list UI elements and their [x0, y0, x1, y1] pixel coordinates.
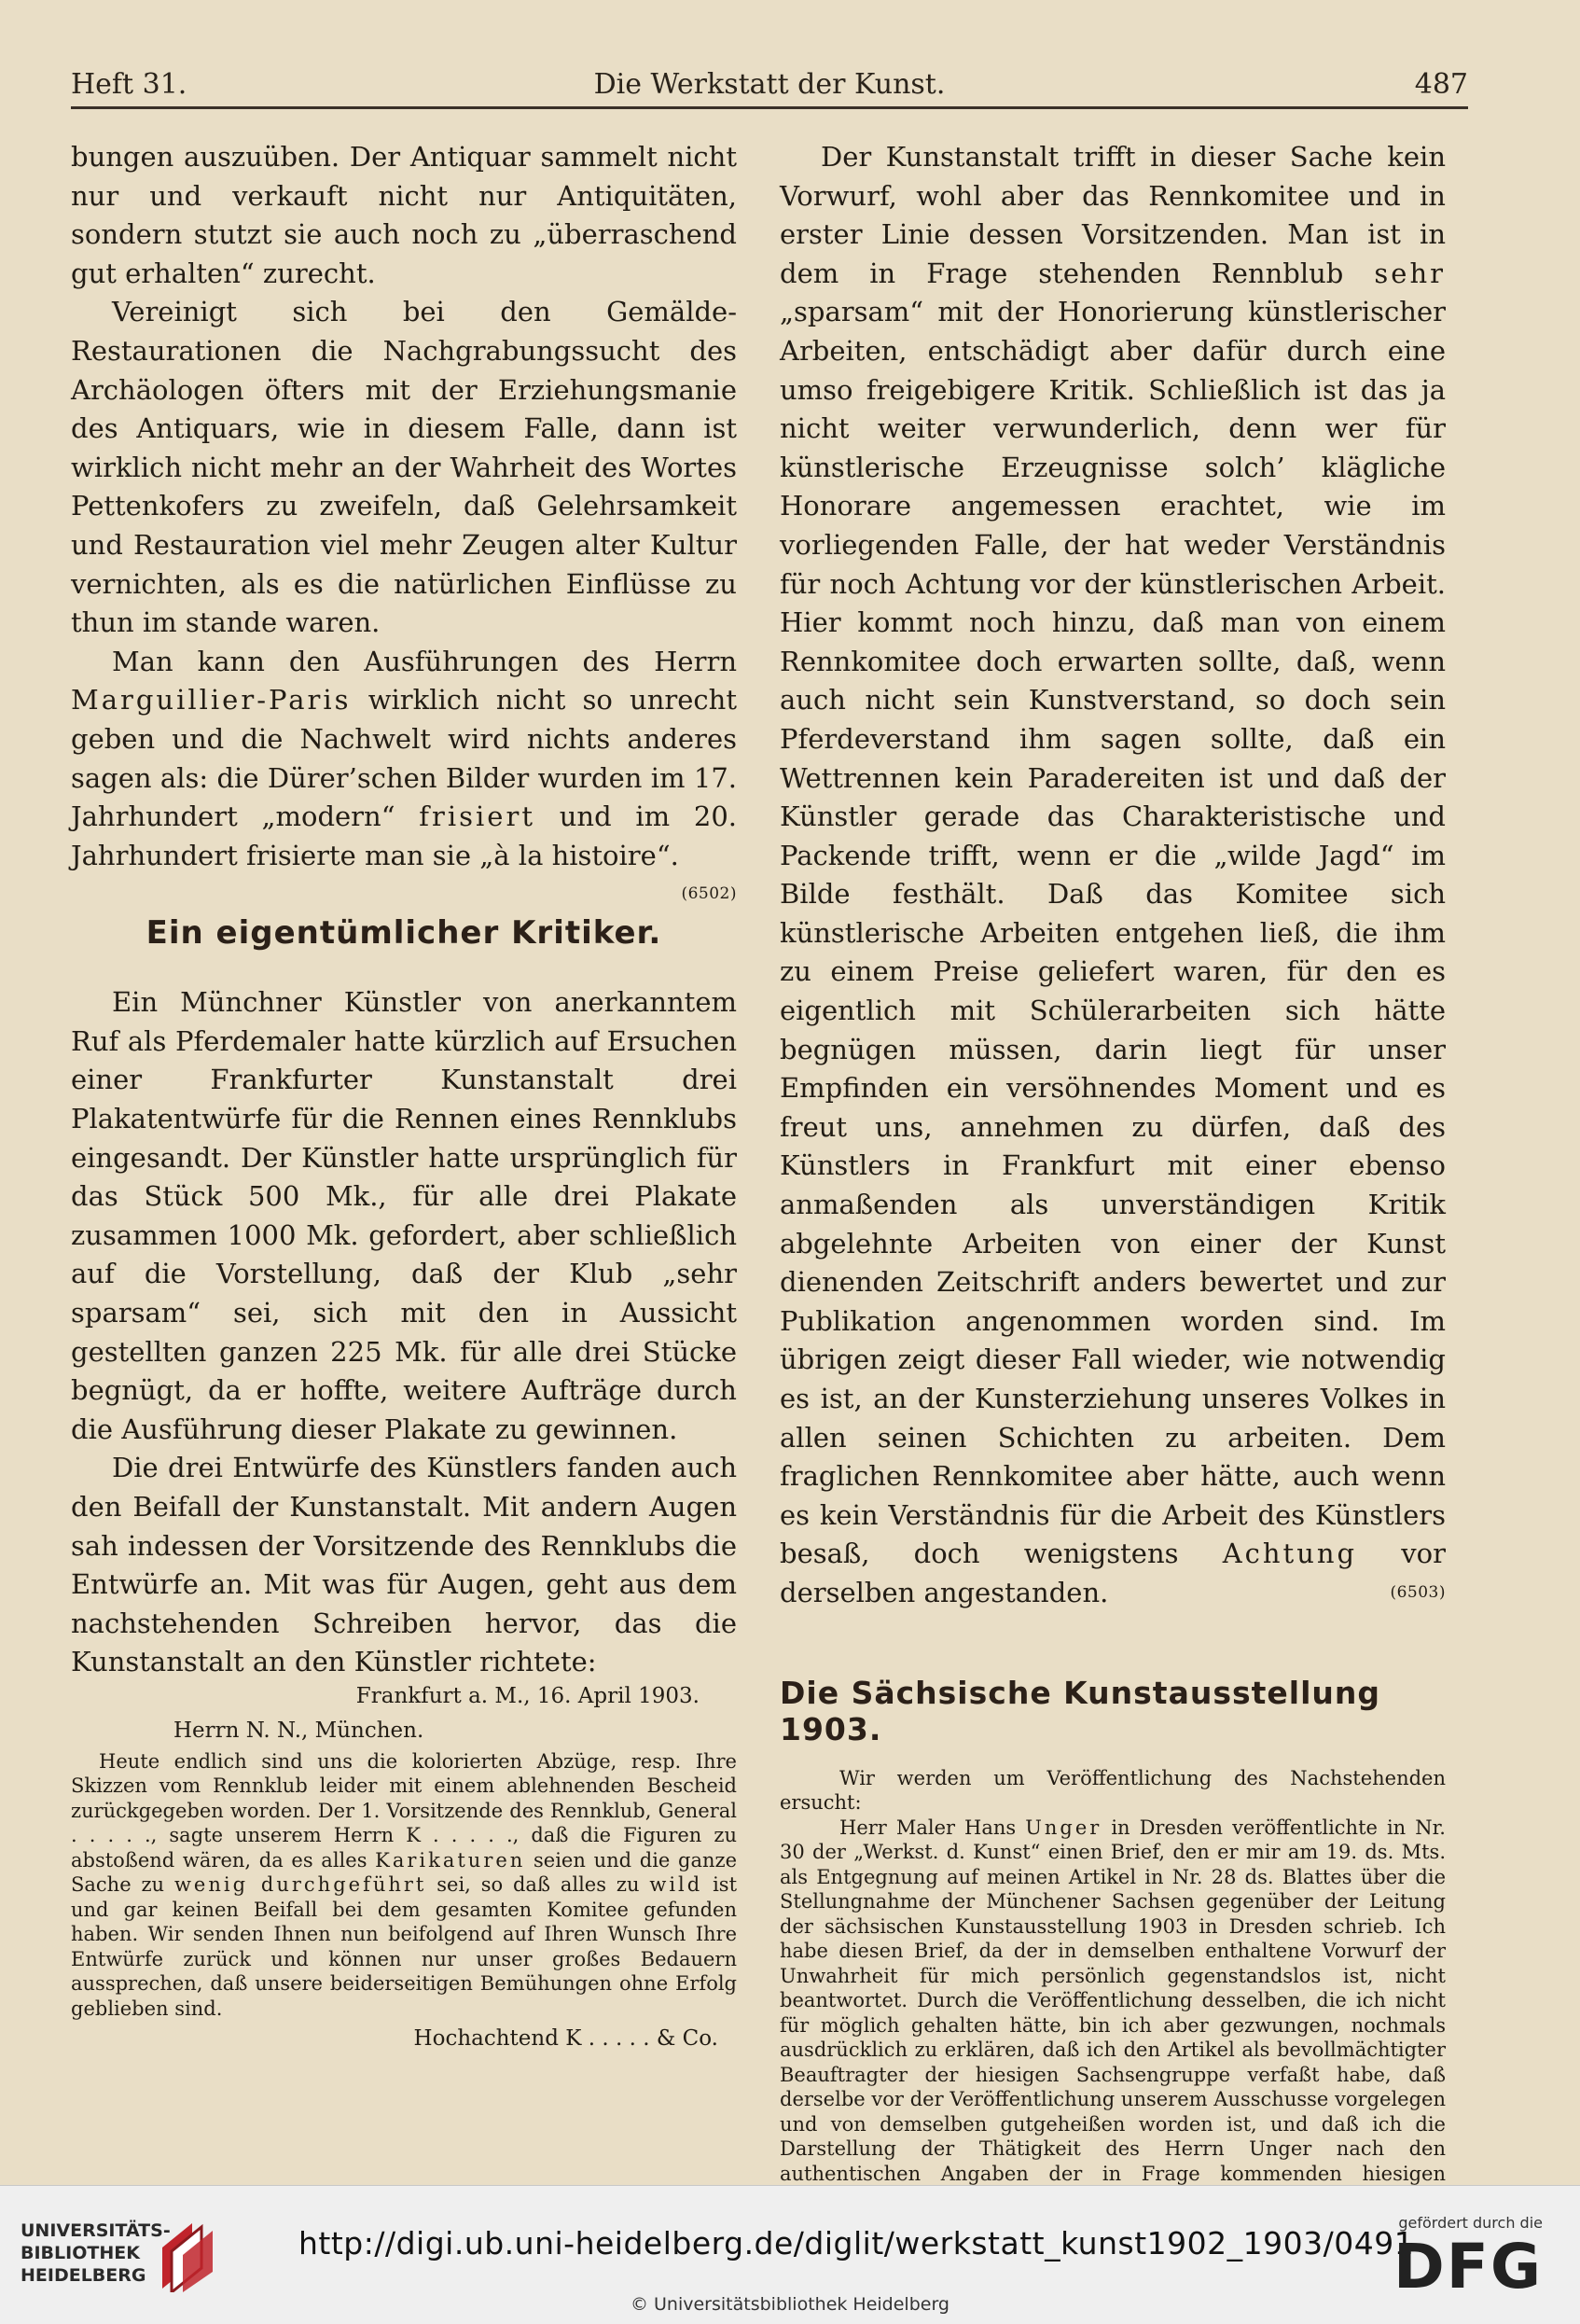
paragraph: Vereinigt sich bei den Gemälde-Restaurationen die Nachgrabungssucht des Archäologen öfters mit der Erziehungsmanie des Antiquars, wie in diesem Falle, dann ist wirklich nicht mehr an der Wahrheit des Wortes Pettenkofers zu zweifeln, daß Gelehrsamkeit und Restauration viel mehr Zeugen alter Kultur vernichten, als es die natürlichen Einflüsse zu thun im stande waren. [71, 296, 737, 639]
text-run: „sparsam“ mit der Honorierung künstlerischer Arbeiten, entschädigt aber dafür durch eine umso freigebigere Kritik. Schließlich ist das ja nicht weiter verwunderlich, denn wer für künstlerische Erzeugnisse solch’ klägliche Honorare angemessen erachtet, wie im vorliegenden Falle, der hat weder Verständnis für noch Achtung vor der künstlerischen Arbeit. Hier kommt noch hinzu, daß man von einem Rennkomitee doch erwarten sollte, daß, wenn auch nicht sein Kunstverstand, so doch sein Pferdeverstand ihm sagen sollte, daß ein Wettrennen kein Paradereiten ist und daß der Künstler gerade das Charakteristische und Packende trifft, wenn er die „wilde Jagd“ im Bilde festhält. Daß das Komitee sich künstlerische Arbeiten entgehen ließ, die ihm zu einem Preise geliefert waren, für den es eigentlich mit Schülerarbeiten sich hätte begnügen müssen, darin liegt für unser Empfinden ein versöhnendes Moment und es freut uns, annehmen zu dürfen, daß des Künstlers in Frankfurt mit einer ebenso anmaßenden als unverständigen Kritik abgelehnte Arbeiten von einer der Kunst dienenden Zeitschrift anders bewertet und zur Publikation angenommen worden sind. Im übrigen zeigt dieser Fall wieder, wie notwendig es ist, an der Kunsterziehung unseres Volkes in allen seinen Schichten zu arbeiten. Dem fraglichen Rennkomitee aber hätte, auch wenn es kein Verständnis für die Arbeit des Künstlers besaß, doch wenigstens [780, 296, 1446, 1570]
text-run: Herr Maler Hans [839, 1816, 1026, 1839]
article-heading: Ein eigentümlicher Kritiker. [146, 914, 662, 953]
spaced-word: sehr [1374, 257, 1446, 289]
logo-line: HEIDELBERG [21, 2265, 146, 2286]
page-number: 487 [1414, 68, 1468, 101]
text-run: seien und die ganze Sache zu [71, 1848, 737, 1897]
letter-salutation: Herrn N. N., München. [173, 1718, 424, 1743]
letter-signature: Hochachtend K . . . . . & Co. [413, 2026, 718, 2052]
paragraph: Wir werden um Veröffentlichung des Nachstehenden ersucht: [780, 1766, 1446, 1815]
right-column [780, 138, 1446, 2185]
paragraph [780, 1816, 1446, 2185]
paragraph: bungen auszuüben. Der Antiquar sammelt nicht nur und verkauft nicht nur Antiquitäten, sondern stutzt sie auch noch zu „überraschend gut erhalten“ zurecht. [71, 141, 737, 289]
university-library-logo [21, 2220, 179, 2287]
spaced-word: wild [649, 1873, 703, 1897]
logo-line: BIBLIOTHEK [21, 2243, 140, 2263]
spaced-word: frisiert [419, 800, 535, 833]
quoted-letter [71, 1682, 737, 2054]
library-footer [0, 2185, 1580, 2324]
running-header [71, 62, 1468, 109]
letter-body [71, 1749, 737, 2022]
spaced-word: Achtung [1222, 1538, 1358, 1570]
text-run: vor derselben angestanden. [780, 1538, 1446, 1608]
paragraph: Die drei Entwürfe des Künstlers fanden auch den Beifall der Kunstanstalt. Mit andern Augen sah indessen der Vorsitzende des Rennklubs die Entwürfe an. Mit was für Augen, geht aus dem nachstehenden Schreiben hervor, das die Kunstanstalt an den Künstler richtete: [71, 1452, 737, 1678]
text-run: und im 20. Jahrhundert frisierte man sie „à la histoire“. [71, 800, 737, 871]
logo-line: UNIVERSITÄTS- [21, 2220, 171, 2241]
article-reference: (6502) [681, 884, 737, 904]
article-reference: (6503) [1390, 1582, 1446, 1602]
copyright-notice: © Universitätsbibliothek Heidelberg [630, 2294, 949, 2315]
spaced-name: Unger [1025, 1816, 1102, 1839]
text-run: Der Kunstanstalt trifft in dieser Sache kein Vorwurf, wohl aber das Rennkomitee und in erster Linie dessen Vorsitzenden. Man ist in dem in Frage stehenden Rennblub [780, 141, 1446, 289]
article-heading: Die Sächsische Kunstausstellung 1903. [780, 1674, 1381, 1747]
paragraph: Ein Münchner Künstler von anerkanntem Ruf als Pferdemaler hatte kürzlich auf Ersuchen einer Frankfurter Kunstanstalt drei Plakatentwürfe für die Rennen eines Rennklubs eingesandt. Der Künstler hatte ursprünglich für das Stück 500 Mk., für alle drei Plakate zusammen 1000 Mk. gefordert, aber schließlich auf die Vorstellung, daß der Klub „sehr sparsam“ sei, sich mit den in Aussicht gestellten ganzen 225 Mk. für alle drei Stücke begnügt, da er hoffte, weitere Aufträge durch die Ausführung dieser Plakate zu gewinnen. [71, 986, 737, 1445]
text-run: in Dresden veröffentlichte in Nr. 30 der „Werkst. d. Kunst“ einen Brief, den er mir am 19. ds. Mts. als Entgegnung auf meinen Artikel in Nr. 28 ds. Blattes über die Stellungnahme der Münchener Sachsen gegenüber der Leitung der sächsischen Kunstausstellung 1903 in Dresden schrieb. Ich habe diesen Brief, da der in demselben enthaltene Vorwurf der Unwahrheit für mich persönlich gegenstandslos ist, nicht beantwortet. Durch die Veröffentlichung desselben, die ich nicht für möglich gehalten hätte, bin ich aber gezwungen, nochmals ausdrücklich zu erklären, daß ich den Artikel als bevollmächtigter Beauftragter der hiesigen Sachsengruppe verfaßt habe, daß derselbe vor der Veröffentlichung unserem Ausschusse vorgelegen und von demselben gutgeheißen worden ist, und daß ich die Darstellung der Thätigkeit des Herrn Unger nach den authentischen Angaben der in Frage kommenden hiesigen [780, 1816, 1446, 2185]
text-run: wirklich nicht so unrecht geben und die Nachwelt wird nichts anderes sagen als: die Dürer’schen Bilder wurden im 17. Jahrhundert „modern“ [71, 684, 737, 833]
spaced-word: Karikaturen [375, 1848, 526, 1872]
library-mark-icon [159, 2220, 218, 2292]
text-run: Heute endlich sind uns die kolorierten Abzüge, resp. Ihre Skizzen vom Rennklub leider mit einem ablehnenden Bescheid zurückgegeben worden. Der 1. Vorsitzende des Rennklub, General . . . . ., sagte unserem Herrn K . . . . ., daß die Figuren zu abstoßend wären, da es alles [71, 1749, 737, 1872]
left-column [71, 138, 737, 2053]
journal-title: Die Werkstatt der Kunst. [593, 68, 946, 101]
text-run: ist und gar keinen Beifall bei dem gesamten Komitee gefunden haben. Wir senden Ihnen nun beifolgend auf Ihren Wunsch Ihre Entwürfe zurück und können nur unser großes Bedauern aussprechen, daß unsere beiderseitigen Bemühungen ohne Erfolg geblieben sind. [71, 1873, 738, 2020]
dfg-logo: DFG [1393, 2231, 1543, 2303]
paragraph [71, 643, 737, 904]
funding-caption: gefördert durch die [1398, 2214, 1543, 2232]
paragraph [780, 138, 1446, 1613]
text-run: sei, so daß alles zu [426, 1873, 650, 1897]
text-run: Man kann den Ausführungen des Herrn [112, 645, 737, 677]
issue-number: Heft 31. [71, 68, 187, 101]
permalink-url[interactable]: http://digi.ub.uni-heidelberg.de/diglit/werkstatt_kunst1902_1903/0491 [298, 2225, 1415, 2261]
spaced-word: wenig durchgeführt [173, 1873, 427, 1897]
spaced-name: Marguillier-Paris [71, 684, 352, 717]
letter-date: Frankfurt a. M., 16. April 1903. [355, 1683, 700, 1708]
